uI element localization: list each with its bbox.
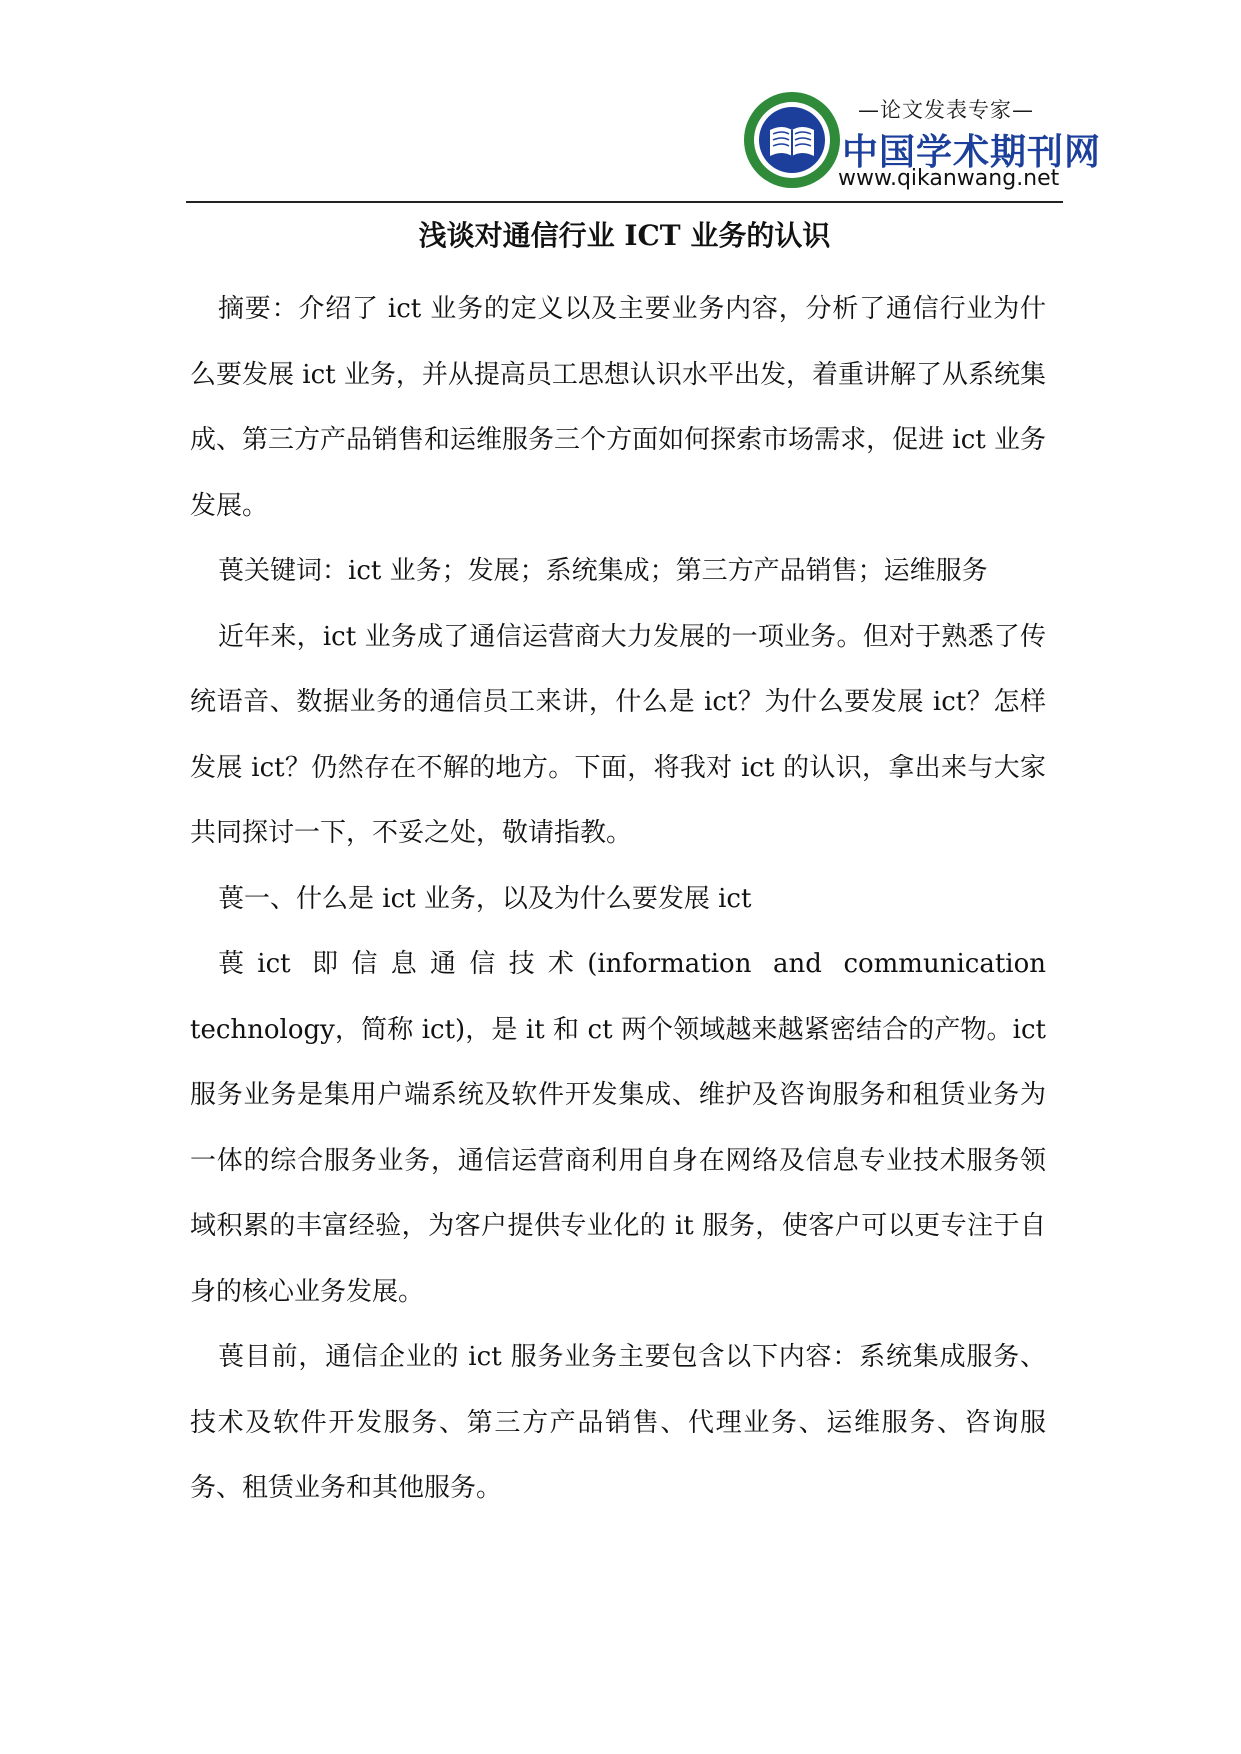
section-heading: 葨一、什么是 ict 业务，以及为什么要发展 ict: [218, 883, 752, 914]
document-title: 浅谈对通信行业 ICT 业务的认识: [418, 219, 831, 252]
document-body: [190, 277, 1046, 1522]
keywords-paragraph: 葨关键词：ict 业务；发展；系统集成；第三方产品销售；运维服务: [218, 556, 988, 586]
services-paragraph: 葨目前，通信企业的 ict 服务业务主要包含以下内容：系统集成服务、技术及软件开发服务、第三方产品销售、代理业务、运维服务、咨询服务、租赁业务和其他服务。: [190, 1342, 1046, 1503]
abstract-paragraph: 摘要：介绍了 ict 业务的定义以及主要业务内容，分析了通信行业为什么要发展 ict 业务，并从提高员工思想认识水平出发，着重讲解了从系统集成、第三方产品销售和运维服务三个方面如何探索市场需求，促进 ict 业务发展。: [190, 294, 1046, 521]
site-logo: [742, 86, 1102, 196]
definition-paragraph: 葨ict 即信息通信技术(information and communication technology，简称 ict)，是 it 和 ct 两个领域越来越紧密结合的产物。ict 服务业务是集用户端系统及软件开发集成、维护及咨询服务和租赁业务为一体的综合服务业务，通信运营商利用自身在网络及信息专业技术服务领域积累的丰富经验，为客户提供专业化的 it 服务，使客户可以更专注于自身的核心业务发展。: [190, 949, 1046, 1307]
intro-paragraph: 近年来，ict 业务成了通信运营商大力发展的一项业务。但对于熟悉了传统语音、数据业务的通信员工来讲，什么是 ict？为什么要发展 ict？怎样发展 ict？仍然存在不解的地方。下面，将我对 ict 的认识，拿出来与大家共同探讨一下，不妥之处，敬请指教。: [190, 621, 1046, 848]
header-divider: [186, 201, 1063, 203]
logo-site-url: www.qikanwang.net: [838, 166, 1060, 191]
book-seal-icon: [742, 90, 842, 190]
logo-site-name: 中国学术期刊网: [842, 132, 1102, 173]
logo-tagline: —论文发表专家—: [858, 98, 1034, 122]
